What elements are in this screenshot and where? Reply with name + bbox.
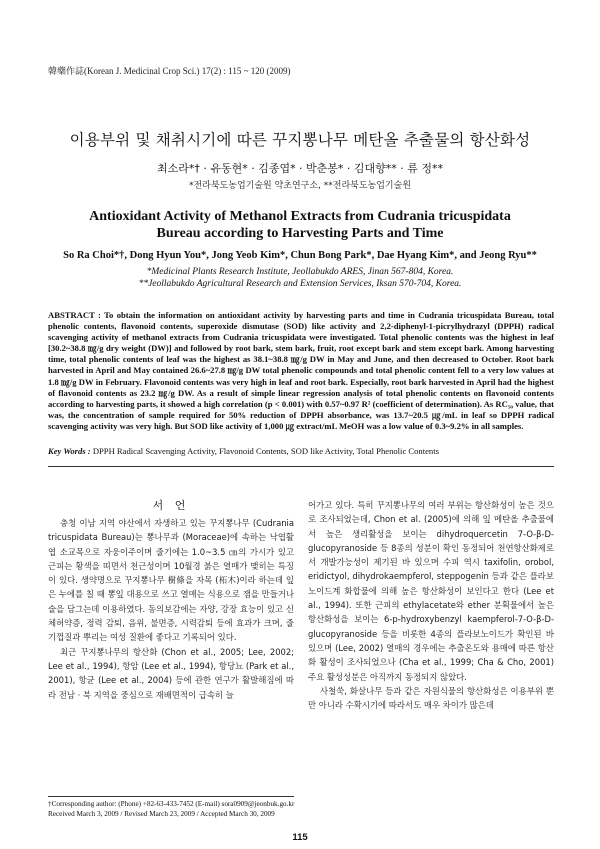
abstract-text: To obtain the information on antioxidant activity by harvesting parts and time in Cudrania tricuspidata Bureau, total phenolic contents, flavonoid contents, superoxide dismutase (SOD) like activity and 2,2-diphenyl-1-picrylhydrazyl (DPPH) radical scavenging activity of methanol extracts from Cudrania tricuspidata were investigated. Total phenolic contents was the highest in leaf [30.2~38.8 ㎎/g dry weight (DW)] and followed by root bark, stem bark, fruit, root except bark and stem except bark. Among harvesting time, total phenolic contents of leaf was the highest as 38.1~38.8 ㎎/g DW in May and June, and then decreased to October. Root bark harvested in April and May contained 26.6~27.8 ㎎/g DW total phenolic compounds and total phenolic content fell to a very low values at 1.8 ㎎/g DW in February. Flavonoid contents was very high in leaf and root bark. Especially, root bark harvested in April had the highest of flavonoid contents as 23.2 ㎎/g DW. As a result of simple linear regression analysis of total phenolic contents on flavonoid contents according to harvesting parts, it showed a high correlation (p < 0.001) with 0.57~0.97 R² (coefficient of determination). As RC₅₀ value, that was, the concentration of sample required for 50% reduction of DPPH absorbance, was 13.7~20.5 ㎍/mL in leaf so DPPH radical scavenging activity was very high. But SOD like activity of 1,000 ㎍ extract/mL MeOH was a low value of 0.3~9.2% in all samples. [48,310,554,431]
running-head: 韓藥作誌(Korean J. Medicinal Crop Sci.) 17(2) : 115 ~ 120 (2009) [48,66,291,76]
intro-paragraph-3: 어가고 있다. 특히 꾸지뽕나무의 여러 부위는 항산화성이 높은 것으로 조사되었는데, Chon et al. (2005)에 의해 잎 메탄올 추출물에서 높은 생리활성을 보이는 dihydroquercetin 7-O-β-D-glucopyranoside 등 8종의 성분이 확인 동정되어 천연항산화제로서 개발가능성이 제기된 바 있으며 수피 역시 taxifolin, orobol, eridictyol, dihydrokaempferol, steppogenin 등과 같은 플라보노이드계 화합물에 의해 높은 항산화성이 보인다고 한다 (Lee et al., 1994). 또한 근피의 ethylacetate와 ether 분획물에서 높은 항산화성을 보이는 6-p-hydroxybenzyl kaempferol-7-O-β-D-glucopyranoside 등을 비롯한 4종의 플라보노이드가 확인된 바 있으며 (Lee, 2002) 열매의 경우에는 추출온도와 용매에 따른 항산화 활성이 조사되었으나 (Cha et al., 1999; Cha & Cho, 2001) 주요 활성성분은 아직까지 동정되지 않았다. [308,500,554,682]
abstract [48,310,554,432]
keywords [48,446,554,456]
footnote-divider [48,796,294,797]
korean-affiliations: *전라북도농업기술원 약초연구소, **전라북도농업기술원 [188,181,412,191]
korean-title: 이용부위 및 채취시기에 따른 꾸지뽕나무 메탄올 추출물의 항산화성 [69,131,531,149]
footnotes [48,800,378,819]
intro-paragraph-2: 최근 꾸지뽕나무의 항산화 (Chon et al., 2005; Lee, 2002; Lee et al., 1994), 항암 (Lee et al., 1994), 항당뇨 (Park et al., 2001), 항균 (Lee et al., 2004) 등에 관한 연구가 활발해짐에 따라 전남 · 북 지역을 중심으로 재배면적이 급속히 늘 [48,646,294,700]
keywords-text: DPPH Radical Scavenging Activity, Flavonoid Contents, SOD like Activity, Total Phenolic Contents [92,446,439,456]
korean-authors: 최소라*† · 유동현* · 김종엽* · 박춘봉* · 김대향** · 류 정** [156,162,444,175]
keywords-divider [48,466,554,467]
english-title-line2: Bureau according to Harvesting Parts and Time [156,226,444,241]
english-authors: So Ra Choi*†, Dong Hyun You*, Jong Yeob Kim*, Chun Bong Park*, Dae Hyang Kim*, and Jeong Ryu** [63,250,537,261]
english-affiliations [0,266,600,290]
left-column [48,516,294,702]
english-title [0,208,600,242]
page-number: 115 [292,832,308,843]
received-dates: Received March 3, 2009 / Revised March 23, 2009 / Accepted March 30, 2009 [48,809,275,818]
english-affiliation-2: **Jeollabukdo Agricultural Research and Extension Services, Iksan 570-704, Korea. [138,279,462,289]
english-affiliation-1: *Medicinal Plants Research Institute, Jeollabukdo ARES, Jinan 567-804, Korea. [146,267,454,277]
abstract-label: ABSTRACT : [48,310,101,320]
english-title-line1: Antioxidant Activity of Methanol Extracts from Cudrania tricuspidata [89,209,511,224]
intro-paragraph-4: 사철쑥, 화살나무 등과 같은 자원식물의 항산화성은 이용부위 뿐만 아니라 수확시기에 따라서도 매우 차이가 많은데 [308,685,554,711]
intro-paragraph-1: 충청 이남 지역 야산에서 자생하고 있는 꾸지뽕나무 (Cudrania tricuspidata Bureau)는 뽕나무과 (Moraceae)에 속하는 낙엽활엽 소교목으로 자웅이주이며 줄기에는 1.0~3.5 ㎝의 가시가 있고 근피는 황색을 띠면서 천근성이며 10월경 붉은 열매가 맺히는 특징이 있다. 생약명으로 꾸지뽕나무 樹條을 자목 (柘木)이라 하는데 잎은 누에를 칠 때 뽕잎 대용으로 쓰고 열매는 식용으로 잼을 만들거나 술을 담그는데 이용하였다. 동의보감에는 자양, 강장 효능이 있고 신체허약증, 정력 감퇴, 음위, 불면증, 시력감퇴 등에 효과가 크며, 줄기껍질과 뿌리는 여성 질환에 좋다고 기록되어 있다. [48,518,294,643]
right-column [308,498,554,712]
keywords-label: Key Words : [48,446,91,456]
section-heading: 서 언 [152,499,190,512]
corresponding-author-note: †Corresponding author: (Phone) +82-63-433-7452 (E-mail) sora0909@jeonbuk.go.kr [48,800,295,808]
